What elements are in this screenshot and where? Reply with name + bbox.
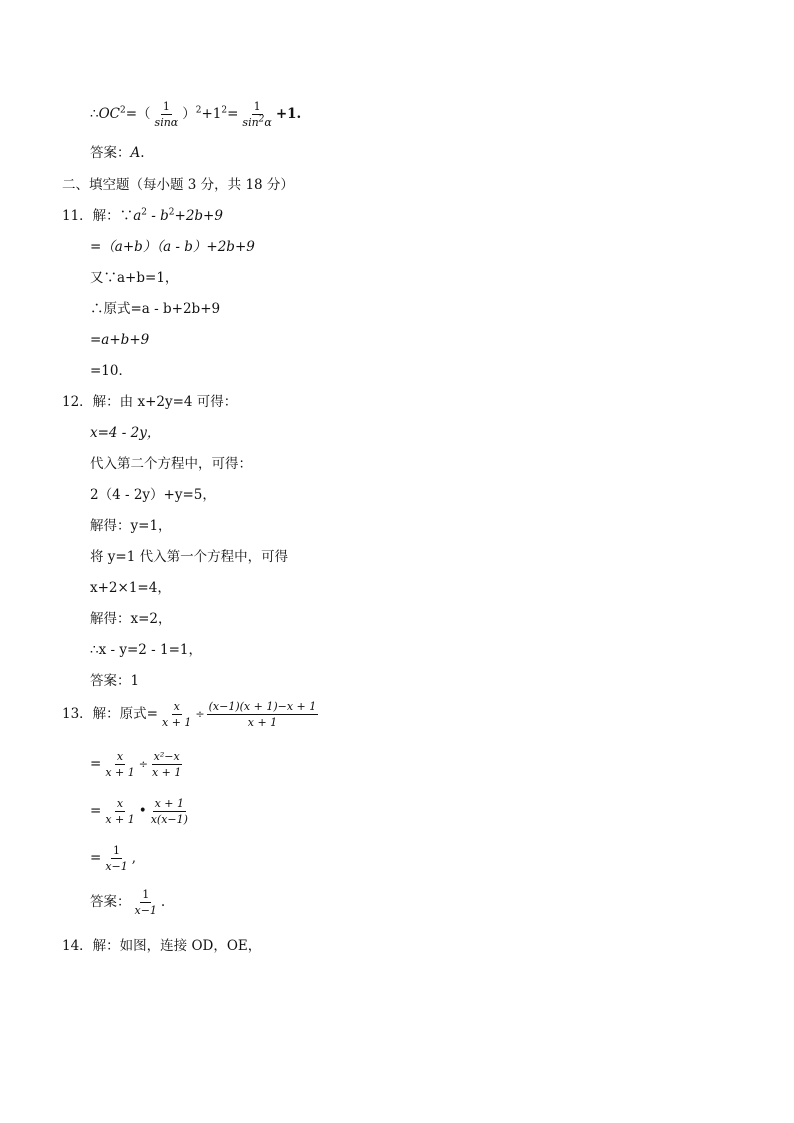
q13-fraction-2: $\frac{(x-1)(x + 1)-x + 1}{x + 1}$ bbox=[208, 700, 317, 729]
q12-line-5: 解得：y=1， bbox=[90, 518, 172, 534]
q11-line-1: 11．解：$\because a^2 - b^2+2b+9$ bbox=[62, 207, 223, 224]
q13-fraction-7: $\frac{1}{x-1}$ bbox=[105, 844, 128, 873]
q12-line-2: x=4 - 2y， bbox=[90, 425, 161, 441]
q13-line-2: = $\frac{x}{x + 1}$ ÷ $\frac{\text{x²−x}}{x + 1}$ bbox=[90, 750, 182, 779]
q13-line-3: = $\frac{x}{x + 1}$ • $\frac{x + 1}{x(x-1)}$ bbox=[90, 797, 188, 826]
q11-line-4: ∴原式=a - b+2b+9 bbox=[90, 301, 221, 317]
q13-fraction-3: $\frac{x}{x + 1}$ bbox=[105, 750, 135, 779]
q12-line-6: 将 y=1 代入第一个方程中，可得 bbox=[90, 549, 289, 565]
fraction-one-over-sina: $\frac{1}{\sin\alpha}$ bbox=[154, 100, 179, 129]
q13-line-4: = $\frac{1}{x-1}$ , bbox=[90, 844, 137, 873]
section-heading: 二、填空题（每小题 3 分，共 18 分） bbox=[62, 177, 294, 193]
q11-line-2: =（a+b）（a - b）+2b+9 bbox=[90, 239, 255, 255]
q12-line-4: 2（4 - 2y）+y=5， bbox=[90, 487, 216, 503]
q12-line-9: ∴x - y=2 - 1=1， bbox=[90, 642, 203, 658]
answer-a: 答案：A. bbox=[90, 145, 145, 161]
q12-line-1: 12．解：由 x+2y=4 可得： bbox=[62, 394, 238, 410]
q14-line-1: 14．解：如图，连接 OD，OE， bbox=[62, 938, 262, 954]
q11-line-6: =10． bbox=[90, 363, 132, 379]
q13-fraction-8: $\frac{1}{x-1}$ bbox=[134, 888, 157, 917]
q11-line-5: =a+b+9 bbox=[90, 332, 150, 348]
q13-fraction-6: $\frac{x + 1}{x(x-1)}$ bbox=[150, 797, 188, 826]
fraction-one-over-sin-squared: $\frac{1}{\sin^2\alpha}$ bbox=[242, 100, 272, 129]
q12-line-8: 解得：x=2， bbox=[90, 611, 172, 627]
q13-fraction-1: $\frac{x}{x + 1}$ bbox=[162, 700, 192, 729]
q13-fraction-5: $\frac{x}{x + 1}$ bbox=[105, 797, 135, 826]
equation-oc-squared: $\therefore OC^2=$（ $\frac{1}{\sin\alpha}$ ）$^2+1^2=$ $\frac{1}{\sin^2\alpha}$ +1. bbox=[90, 100, 302, 129]
q13-fraction-4: $\frac{\text{x²−x}}{x + 1}$ bbox=[151, 750, 182, 779]
q12-answer: 答案：1 bbox=[90, 673, 140, 689]
q13-line-1: 13．解：原式= $\frac{x}{x + 1}$ ÷ $\frac{(x-1)(x + 1)-x + 1}{x + 1}$ bbox=[62, 700, 317, 729]
q13-answer: 答案： $\frac{1}{x-1}$ . bbox=[90, 888, 166, 917]
q12-line-7: x+2×1=4， bbox=[90, 580, 171, 596]
q11-line-3: 又∵a+b=1， bbox=[90, 270, 179, 286]
q12-line-3: 代入第二个方程中，可得： bbox=[90, 456, 252, 472]
